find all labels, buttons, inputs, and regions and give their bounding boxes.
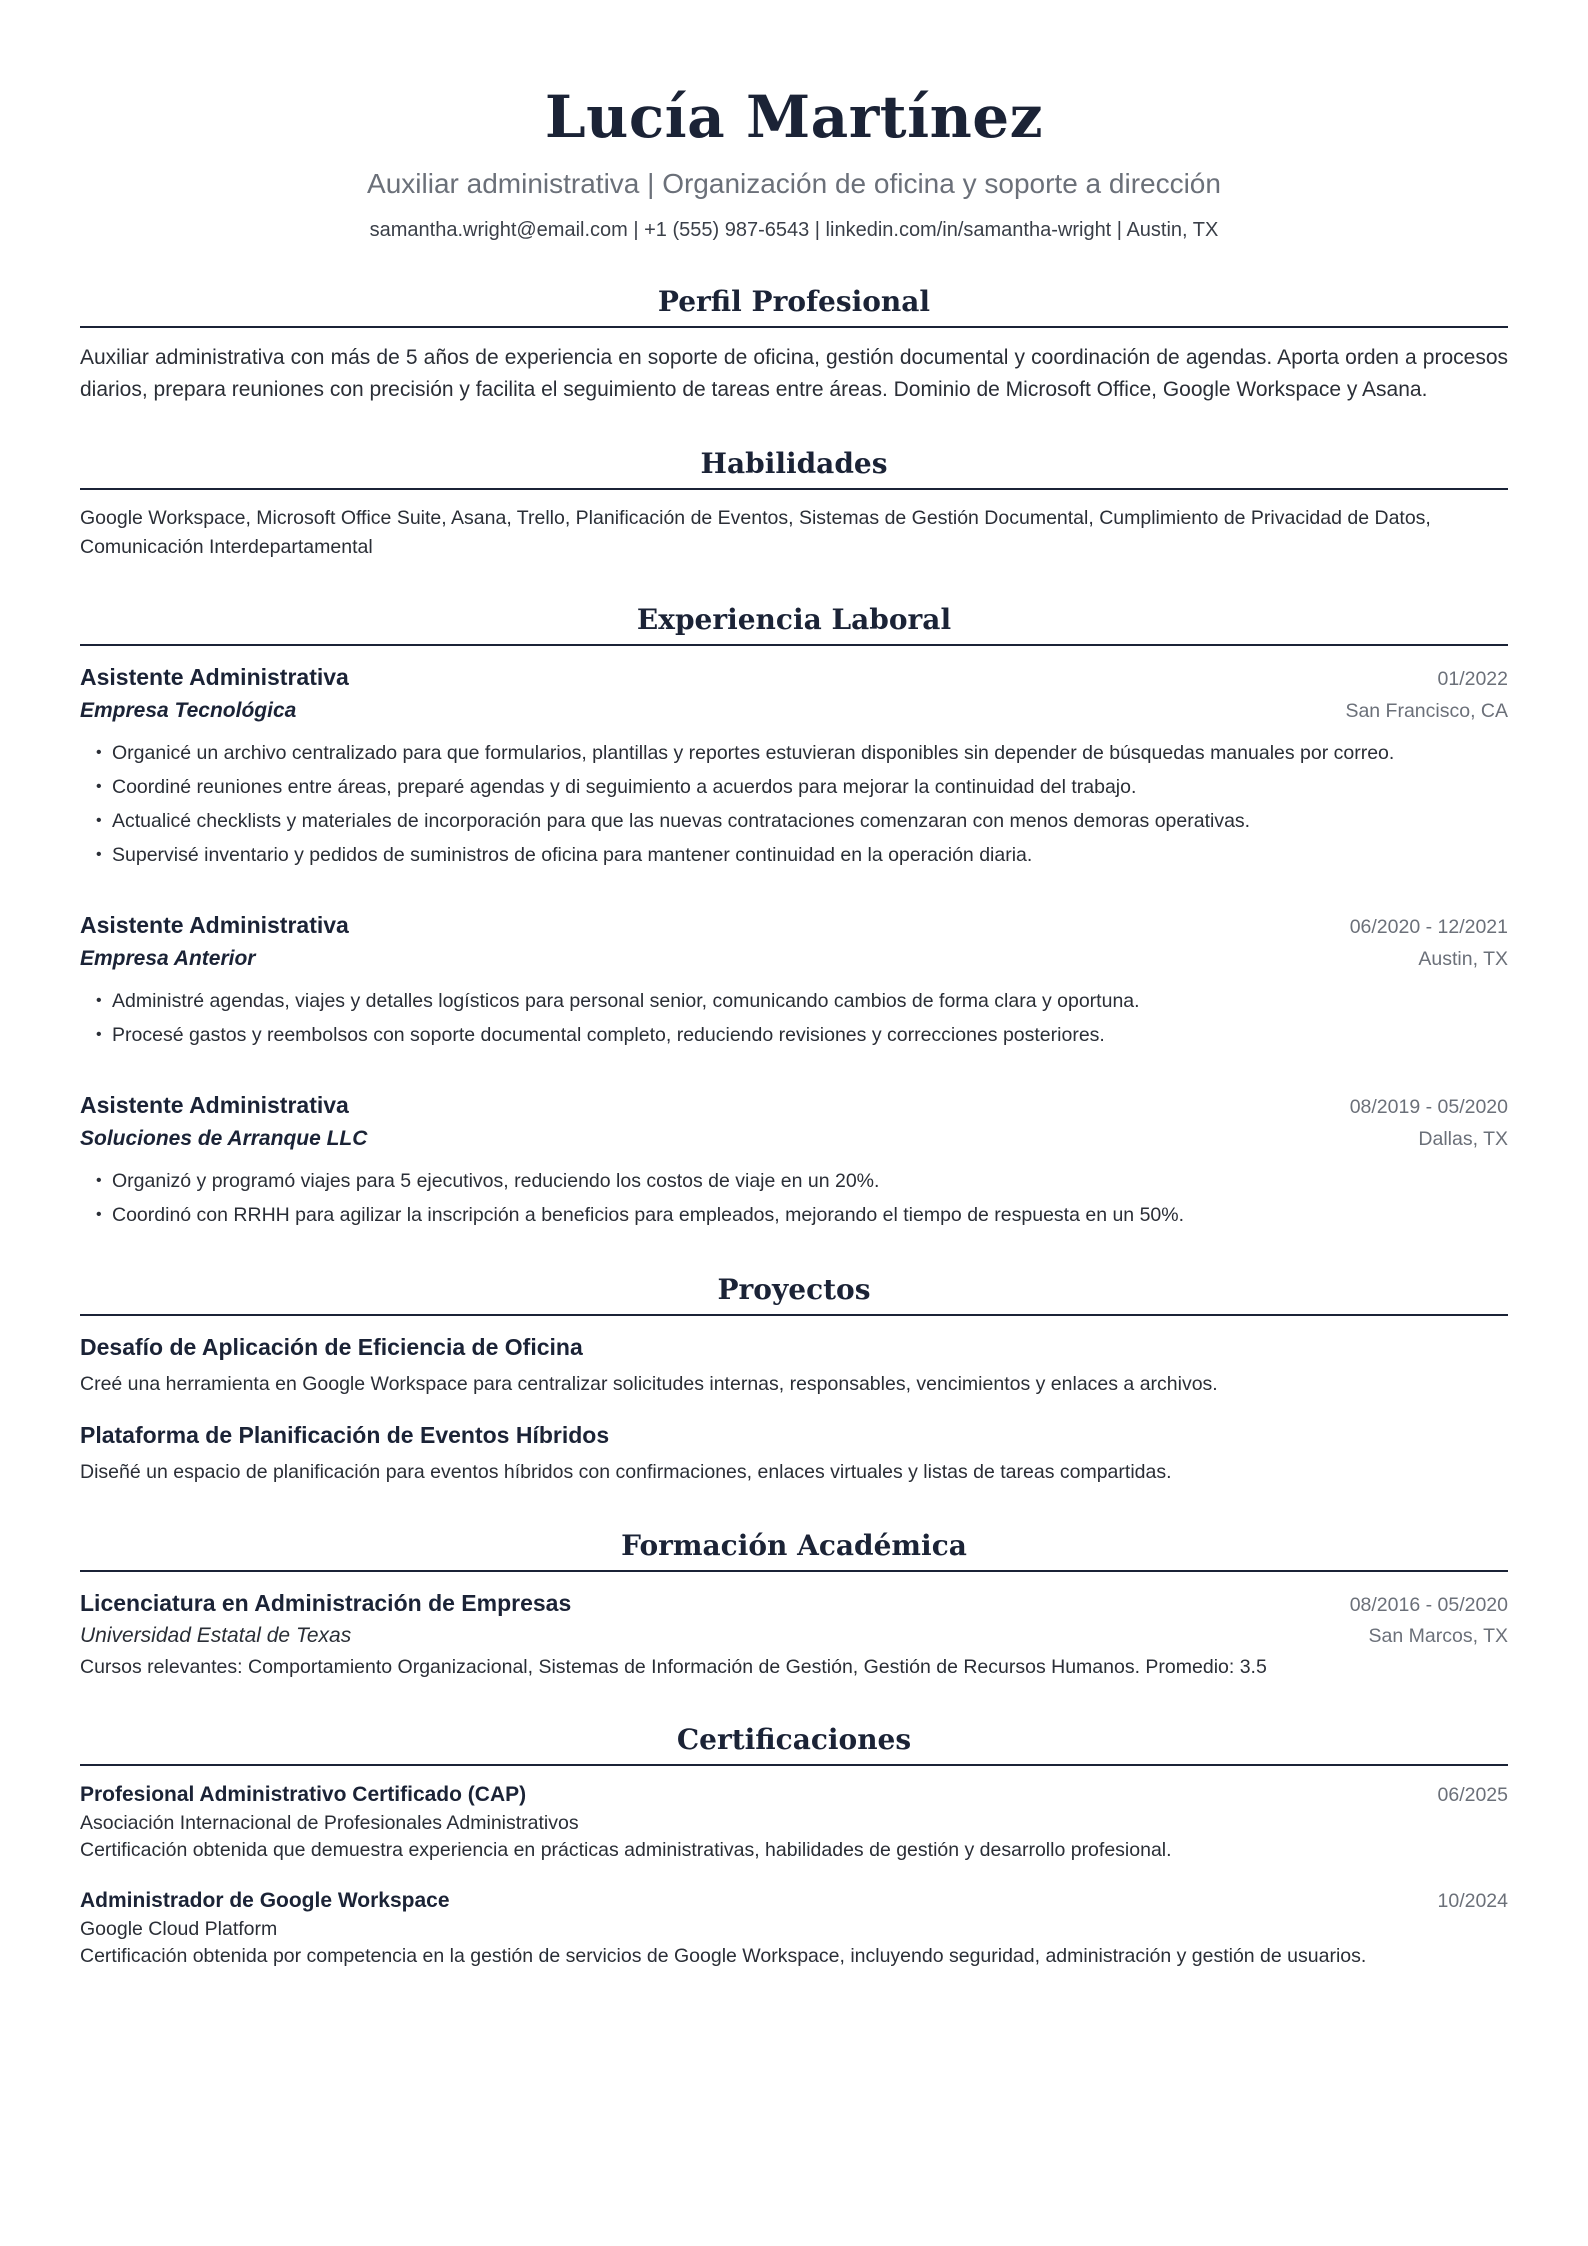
job-location: Austin, TX (1418, 948, 1508, 970)
certification-issuer: Asociación Internacional de Profesionales Administrativos (80, 1812, 579, 1834)
job-bullet: • Supervisé inventario y pedidos de suministros de oficina para mantener continuidad en la operación diaria. (98, 838, 1508, 872)
section-title-skills: Habilidades (80, 446, 1508, 490)
job-location: Dallas, TX (1418, 1128, 1508, 1150)
resume-header (80, 78, 1508, 244)
certification-description: Certificación obtenida por competencia en la gestión de servicios de Google Workspace, incluyendo seguridad, administración y gestión de usuarios. (80, 1945, 1367, 1967)
certification-name: Administrador de Google Workspace (80, 1889, 450, 1912)
job-bullet: • Coordiné reuniones entre áreas, preparé agendas y di seguimiento a acuerdos para mejorar la continuidad del trabajo. (98, 770, 1508, 804)
candidate-name: Lucía Martínez (544, 83, 1044, 151)
section-title-certifications: Certificaciones (80, 1722, 1508, 1766)
project-description: Diseñé un espacio de planificación para eventos híbridos con confirmaciones, enlaces virtuales y listas de tareas compartidas. (80, 1461, 1172, 1483)
job-company: Empresa Tecnológica (80, 699, 297, 722)
job-bullet: • Actualicé checklists y materiales de incorporación para que las nuevas contrataciones comenzaran con menos demoras operativas. (98, 804, 1508, 838)
section-skills (80, 446, 1508, 562)
job-bullet: • Organizó y programó viajes para 5 ejecutivos, reduciendo los costos de viaje en un 20%. (98, 1164, 1508, 1198)
section-title-experience: Experiencia Laboral (80, 602, 1508, 646)
job-bullets (80, 736, 1508, 872)
education-school: Universidad Estatal de Texas (80, 1624, 352, 1647)
job-role: Asistente Administrativa (80, 664, 349, 690)
certification-description: Certificación obtenida que demuestra experiencia en prácticas administrativas, habilidades de gestión y desarrollo profesional. (80, 1839, 1172, 1861)
certification-issuer: Google Cloud Platform (80, 1918, 278, 1940)
job-company: Empresa Anterior (80, 947, 256, 970)
section-education (80, 1528, 1508, 1682)
job-entry (80, 1088, 1508, 1232)
certification-entry (80, 1780, 1508, 1864)
certification-name: Profesional Administrativo Certificado (CAP) (80, 1783, 527, 1806)
job-bullet: • Organicé un archivo centralizado para que formularios, plantillas y reportes estuvieran disponibles sin depender de búsquedas manuales por correo. (98, 736, 1508, 770)
section-experience (80, 602, 1508, 1232)
job-bullet: • Administré agendas, viajes y detalles logísticos para personal senior, comunicando cambios de forma clara y oportuna. (98, 984, 1508, 1018)
candidate-headline: Auxiliar administrativa | Organización de oficina y soporte a dirección (367, 168, 1221, 199)
section-certifications (80, 1722, 1508, 1970)
section-title-education: Formación Académica (80, 1528, 1508, 1572)
job-bullet: • Coordinó con RRHH para agilizar la inscripción a beneficios para empleados, mejorando el tiempo de respuesta en un 50%. (98, 1198, 1508, 1232)
project-entry (80, 1418, 1508, 1488)
section-summary (80, 284, 1508, 406)
skills-text: Google Workspace, Microsoft Office Suite, Asana, Trello, Planificación de Eventos, Sistemas de Gestión Documental, Cumplimiento de Privacidad de Datos, Comunicación Interdepartamental (80, 507, 1431, 558)
job-role: Asistente Administrativa (80, 912, 349, 938)
education-degree: Licenciatura en Administración de Empresas (80, 1590, 572, 1616)
project-title: Plataforma de Planificación de Eventos Híbridos (80, 1422, 610, 1448)
job-bullet: • Procesé gastos y reembolsos con soporte documental completo, reduciendo revisiones y correcciones posteriores. (98, 1018, 1508, 1052)
certification-entry (80, 1886, 1508, 1970)
project-entry (80, 1330, 1508, 1400)
summary-text: Auxiliar administrativa con más de 5 años de experiencia en soporte de oficina, gestión documental y coordinación de agendas. Aporta orden a procesos diarios, prepara reuniones con precisión y facilita el seguimiento de tareas entre áreas. Dominio de Microsoft Office, Google Workspace y Asana. (80, 346, 1508, 401)
job-date: 06/2020 - 12/2021 (1349, 916, 1508, 938)
project-description: Creé una herramienta en Google Workspace para centralizar solicitudes internas, responsables, vencimientos y enlaces a archivos. (80, 1373, 1218, 1395)
certification-date: 06/2025 (1437, 1784, 1508, 1806)
project-title: Desafío de Aplicación de Eficiencia de Oficina (80, 1334, 583, 1360)
certification-date: 10/2024 (1437, 1890, 1508, 1912)
job-company: Soluciones de Arranque LLC (80, 1127, 368, 1150)
job-entry (80, 908, 1508, 1052)
education-date: 08/2016 - 05/2020 (1349, 1594, 1508, 1616)
job-date: 01/2022 (1437, 668, 1508, 690)
section-title-projects: Proyectos (80, 1272, 1508, 1316)
job-location: San Francisco, CA (1345, 700, 1508, 722)
section-title-summary: Perfil Profesional (80, 284, 1508, 328)
education-courses: Cursos relevantes: Comportamiento Organizacional, Sistemas de Información de Gestión, Gestión de Recursos Humanos. Promedio: 3.5 (80, 1656, 1267, 1678)
contact-line: samantha.wright@email.com | +1 (555) 987-6543 | linkedin.com/in/samantha-wright | Austin, TX (369, 219, 1219, 241)
education-location: San Marcos, TX (1368, 1625, 1508, 1647)
section-projects (80, 1272, 1508, 1488)
job-bullets (80, 984, 1508, 1052)
job-role: Asistente Administrativa (80, 1092, 349, 1118)
job-entry (80, 660, 1508, 872)
job-date: 08/2019 - 05/2020 (1349, 1096, 1508, 1118)
job-bullets (80, 1164, 1508, 1232)
